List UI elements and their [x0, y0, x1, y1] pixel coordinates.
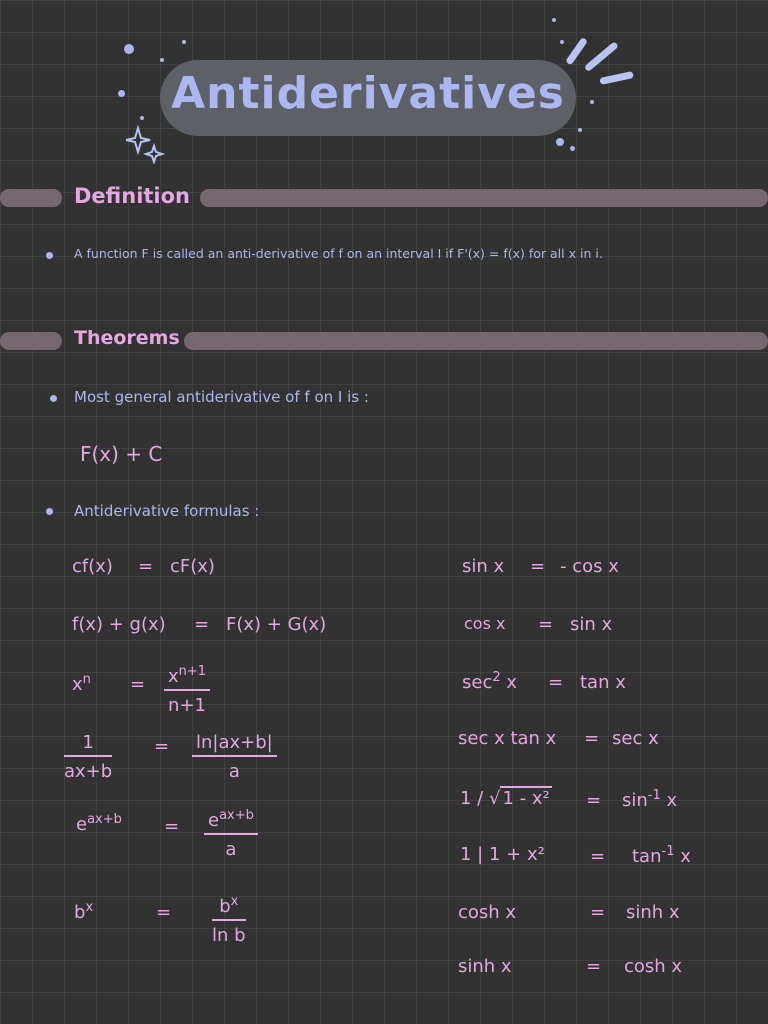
formula-lhs: [460, 788, 552, 809]
formula-rhs: tan x: [580, 672, 626, 693]
fraction: [64, 732, 112, 782]
decorative-stroke: [584, 41, 619, 72]
formula-rhs: sec x: [612, 728, 659, 749]
formula-rhs: cosh x: [624, 956, 683, 977]
prefix: 1 /: [460, 788, 484, 809]
base: x: [72, 674, 83, 695]
general-antiderivative-text: Most general antiderivative of f on I is :: [74, 388, 369, 406]
equals-sign: =: [538, 614, 554, 635]
exponent: -1: [661, 844, 675, 859]
formula-lhs: 1 | 1 + x²: [460, 844, 545, 865]
fraction: [192, 732, 277, 782]
numerator: [164, 664, 210, 691]
base: e: [76, 814, 88, 835]
formula-lhs: cosh x: [458, 902, 517, 923]
formula-rhs: [622, 788, 677, 811]
argument: x: [666, 790, 678, 811]
radical-icon: √: [488, 788, 501, 809]
numerator: [212, 894, 246, 921]
equals-sign: =: [130, 674, 146, 695]
sparkle-dot: [140, 116, 144, 120]
equals-sign: =: [138, 556, 154, 577]
section-bar: [0, 189, 62, 207]
formula-lhs: sinh x: [458, 956, 512, 977]
base: b: [219, 896, 231, 917]
section-bar: [184, 332, 768, 350]
equals-sign: =: [586, 790, 602, 811]
formula-rhs: sin x: [570, 614, 613, 635]
formula-lhs: sec x tan x: [458, 728, 557, 749]
base: x: [168, 666, 179, 687]
page-title-banner: [160, 60, 576, 136]
formula-lhs: cos x: [464, 614, 506, 633]
equals-sign: =: [154, 736, 170, 757]
sparkle-dot: [182, 40, 186, 44]
equals-sign: =: [584, 728, 600, 749]
page-title: Antiderivatives: [171, 68, 565, 119]
exponent: x: [85, 900, 94, 915]
section-heading-definition: Definition: [74, 184, 191, 208]
base: e: [208, 810, 220, 831]
formula-rhs: sinh x: [626, 902, 680, 923]
equals-sign: =: [530, 556, 546, 577]
formula-lhs: [462, 670, 517, 693]
radicand: 1 - x²: [502, 788, 550, 809]
decorative-stroke: [599, 71, 634, 85]
section-bar: [0, 332, 62, 350]
sparkle-dot: [118, 90, 125, 97]
exponent: ax+b: [219, 808, 254, 823]
formula-rhs: cF(x): [170, 556, 215, 577]
sparkle-dot: [578, 128, 582, 132]
sparkle-dot: [570, 146, 575, 151]
formula-lhs: sin x: [462, 556, 505, 577]
sparkle-dot: [590, 100, 594, 104]
argument: x: [680, 846, 691, 867]
exponent: ax+b: [87, 812, 122, 827]
sparkle-dot: [124, 44, 134, 54]
numerator: 1: [64, 732, 112, 757]
bullet-point: [46, 508, 53, 515]
denominator: a: [225, 839, 237, 860]
exponent: n: [82, 672, 91, 687]
formula-rhs: F(x) + G(x): [226, 614, 327, 635]
exponent: 2: [492, 670, 501, 685]
formula-lhs: cf(x): [72, 556, 113, 577]
equals-sign: =: [548, 672, 564, 693]
formulas-heading: Antiderivative formulas :: [74, 502, 260, 520]
exponent: x: [230, 894, 239, 909]
denominator: a: [228, 761, 240, 782]
bullet-point: [50, 395, 57, 402]
formula-lhs: [76, 812, 122, 835]
numerator: [204, 808, 258, 835]
equals-sign: =: [586, 956, 602, 977]
function-name: sin: [622, 790, 648, 811]
general-form: F(x) + C: [80, 442, 163, 466]
fraction: [164, 664, 210, 716]
numerator: ln|ax+b|: [192, 732, 277, 757]
section-bar: [200, 189, 768, 207]
base: b: [74, 902, 86, 923]
definition-text: A function F is called an anti-derivative of f on an interval I if F'(x) = f(x) for all x in i.: [74, 246, 603, 261]
equals-sign: =: [164, 816, 180, 837]
denominator: ln b: [212, 925, 246, 946]
bullet-point: [46, 252, 53, 259]
denominator: ax+b: [64, 761, 113, 782]
formula-lhs: [72, 672, 91, 695]
fraction: [212, 894, 246, 946]
fraction: [204, 808, 258, 860]
section-heading-theorems: Theorems: [74, 327, 180, 349]
formula-lhs: [74, 900, 93, 923]
argument: x: [506, 672, 518, 693]
exponent: n+1: [178, 664, 207, 679]
equals-sign: =: [590, 846, 606, 867]
exponent: -1: [647, 788, 661, 803]
equals-sign: =: [590, 902, 606, 923]
function-name: sec: [462, 672, 493, 693]
sparkle-dot: [560, 40, 564, 44]
equals-sign: =: [194, 614, 210, 635]
denominator: n+1: [168, 695, 206, 716]
sparkle-dot: [552, 18, 556, 22]
sparkle-dot: [556, 138, 564, 146]
formula-rhs: - cos x: [560, 556, 619, 577]
function-name: tan: [632, 846, 662, 867]
formula-rhs: [632, 844, 691, 867]
equals-sign: =: [156, 902, 172, 923]
formula-lhs: f(x) + g(x): [72, 614, 166, 635]
